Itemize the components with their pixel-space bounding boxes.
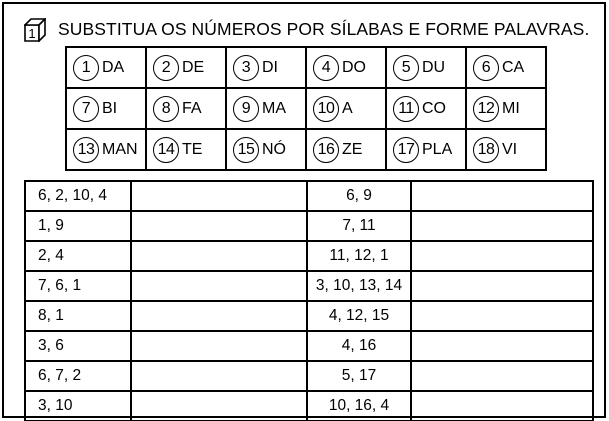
- answer-field-left[interactable]: [131, 361, 307, 391]
- syllable-row: [66, 47, 546, 88]
- syllable-cell: [66, 47, 146, 88]
- exercise-row: [25, 271, 593, 301]
- answer-field-right[interactable]: [411, 211, 593, 241]
- exercise-numbers-left: 3, 6: [25, 331, 131, 361]
- exercise-numbers-right: 6, 9: [307, 181, 411, 211]
- syllable-text: NÓ: [262, 140, 286, 158]
- exercise-row: [25, 211, 593, 241]
- syllable-cell: [146, 88, 226, 129]
- exercise-numbers-right: 4, 16: [307, 331, 411, 361]
- answer-field-right[interactable]: [411, 301, 593, 331]
- syllable-number-circle: 18: [473, 137, 499, 163]
- syllable-text: DE: [182, 58, 205, 76]
- syllable-cell: [226, 129, 306, 170]
- syllable-cell: [386, 47, 466, 88]
- answer-field-left[interactable]: [131, 181, 307, 211]
- exercise-numbers-right: 4, 12, 15: [307, 301, 411, 331]
- syllable-number-circle: 17: [393, 137, 419, 163]
- syllable-text: BI: [102, 99, 118, 117]
- syllable-number-circle: 3: [233, 55, 259, 81]
- syllable-cell: [306, 129, 386, 170]
- instruction-title: SUBSTITUA OS NÚMEROS POR SÍLABAS E FORME PALAVRAS.: [58, 19, 590, 39]
- syllable-row: [66, 129, 546, 170]
- exercise-numbers-left: 8, 1: [25, 301, 131, 331]
- exercise-numbers-right: 5, 17: [307, 361, 411, 391]
- syllable-number-circle: 2: [153, 55, 179, 81]
- syllable-text: TE: [182, 140, 203, 158]
- syllable-number-circle: 10: [313, 96, 339, 122]
- exercise-numbers-left: 6, 2, 10, 4: [25, 181, 131, 211]
- syllable-number-circle: 4: [313, 55, 339, 81]
- answer-field-right[interactable]: [411, 361, 593, 391]
- syllable-number-circle: 11: [393, 96, 419, 122]
- answer-field-right[interactable]: [411, 331, 593, 361]
- syllable-cell: [146, 47, 226, 88]
- exercise-numbers-left: 2, 4: [25, 241, 131, 271]
- syllable-number-circle: 1: [73, 55, 99, 81]
- answer-field-right[interactable]: [411, 181, 593, 211]
- syllable-number-circle: 6: [473, 55, 499, 81]
- syllable-number-circle: 7: [73, 96, 99, 122]
- answer-field-left[interactable]: [131, 331, 307, 361]
- syllable-cell: [466, 88, 546, 129]
- exercise-number-cube-icon: [24, 18, 46, 42]
- answer-field-left[interactable]: [131, 301, 307, 331]
- syllable-text: VI: [502, 140, 518, 158]
- exercise-row: [25, 241, 593, 271]
- exercise-numbers-left: 3, 10: [25, 391, 131, 421]
- exercise-numbers-left: 6, 7, 2: [25, 361, 131, 391]
- syllable-number-circle: 12: [473, 96, 499, 122]
- answer-field-left[interactable]: [131, 211, 307, 241]
- exercise-numbers-left: 7, 6, 1: [25, 271, 131, 301]
- answer-field-right[interactable]: [411, 241, 593, 271]
- syllable-cell: [386, 88, 466, 129]
- syllable-text: PLA: [422, 140, 453, 158]
- syllable-row: [66, 88, 546, 129]
- syllable-table: [65, 46, 547, 171]
- exercise-table: [24, 180, 594, 421]
- syllable-text: MA: [262, 99, 286, 117]
- exercise-row: [25, 361, 593, 391]
- answer-field-right[interactable]: [411, 391, 593, 421]
- syllable-cell: [66, 88, 146, 129]
- syllable-text: CO: [422, 99, 446, 117]
- syllable-number-circle: 15: [233, 137, 259, 163]
- syllable-text: DI: [262, 58, 278, 76]
- exercise-number: 1: [28, 26, 36, 41]
- syllable-number-circle: 16: [313, 137, 339, 163]
- syllable-cell: [226, 88, 306, 129]
- exercise-numbers-right: 3, 10, 13, 14: [307, 271, 411, 301]
- exercise-numbers-right: 7, 11: [307, 211, 411, 241]
- exercise-row: [25, 181, 593, 211]
- answer-field-left[interactable]: [131, 391, 307, 421]
- syllable-text: MI: [502, 99, 520, 117]
- syllable-number-circle: 14: [153, 137, 179, 163]
- syllable-cell: [466, 47, 546, 88]
- answer-field-left[interactable]: [131, 271, 307, 301]
- answer-field-left[interactable]: [131, 241, 307, 271]
- syllable-cell: [66, 129, 146, 170]
- syllable-text: FA: [182, 99, 202, 117]
- exercise-numbers-right: 10, 16, 4: [307, 391, 411, 421]
- exercise-numbers-right: 11, 12, 1: [307, 241, 411, 271]
- syllable-number-circle: 13: [73, 137, 99, 163]
- syllable-cell: [386, 129, 466, 170]
- syllable-cell: [306, 88, 386, 129]
- exercise-numbers-left: 1, 9: [25, 211, 131, 241]
- exercise-row: [25, 331, 593, 361]
- syllable-text: DO: [342, 58, 366, 76]
- exercise-row: [25, 301, 593, 331]
- syllable-cell: [466, 129, 546, 170]
- syllable-text: DU: [422, 58, 446, 76]
- answer-field-right[interactable]: [411, 271, 593, 301]
- syllable-number-circle: 5: [393, 55, 419, 81]
- syllable-text: CA: [502, 58, 525, 76]
- syllable-number-circle: 9: [233, 96, 259, 122]
- syllable-text: ZE: [342, 140, 363, 158]
- syllable-cell: [306, 47, 386, 88]
- syllable-text: MAN: [102, 140, 138, 158]
- exercise-row: [25, 391, 593, 421]
- syllable-cell: [146, 129, 226, 170]
- syllable-text: DA: [102, 58, 125, 76]
- syllable-cell: [226, 47, 306, 88]
- syllable-text: A: [342, 99, 353, 117]
- worksheet: [2, 2, 606, 418]
- syllable-number-circle: 8: [153, 96, 179, 122]
